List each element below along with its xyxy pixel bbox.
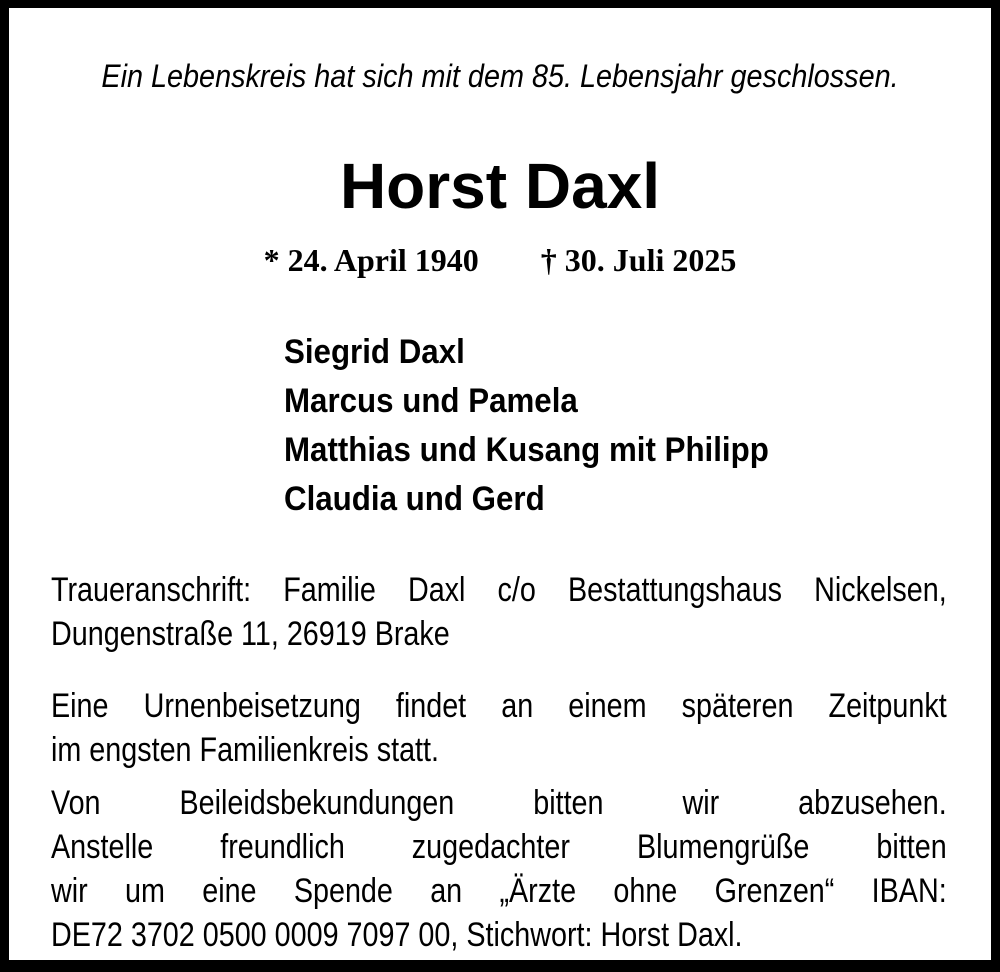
paragraph-line: Eine Urnenbeisetzung findet an einem späteren Zeitpunkt <box>51 687 947 725</box>
paragraph-line: wir um eine Spende an „Ärzte ohne Grenzen“ IBAN: <box>51 872 947 910</box>
paragraph-line: DE72 3702 0500 0009 7097 00, Stichwort: Horst Daxl. <box>51 916 743 954</box>
mourner-name: Matthias und Kusang mit Philipp <box>284 431 769 469</box>
death-date <box>541 240 737 280</box>
mourner-name: Siegrid Daxl <box>284 333 465 371</box>
mourner-name: Marcus und Pamela <box>284 382 578 420</box>
mourners-list <box>284 328 769 524</box>
condolences-donation-paragraph <box>51 781 947 957</box>
paragraph-line: Traueranschrift: Familie Daxl c/o Bestattungshaus Nickelsen, <box>51 571 947 609</box>
mourning-address-paragraph <box>51 568 947 656</box>
urn-burial-paragraph <box>51 684 947 772</box>
notice-body <box>51 568 947 957</box>
paragraph-line: Dungenstraße 11, 26919 Brake <box>51 615 450 653</box>
paragraph-line: Anstelle freundlich zugedachter Blumengrüße bitten <box>51 828 947 866</box>
epigraph-line: Ein Lebenskreis hat sich mit dem 85. Lebensjahr geschlossen. <box>101 58 899 94</box>
paragraph-line: Von Beileidsbekundungen bitten wir abzusehen. <box>51 784 947 822</box>
deceased-name: Horst Daxl <box>339 150 661 222</box>
birth-date <box>264 240 479 280</box>
mourner-name: Claudia und Gerd <box>284 480 545 518</box>
birth-star-icon: * <box>263 242 280 278</box>
death-date-text: 30. Juli 2025 <box>564 242 737 278</box>
life-dates <box>9 240 991 280</box>
cross-dagger-icon: † <box>540 242 557 278</box>
birth-date-text: 24. April 1940 <box>287 242 479 278</box>
paragraph-line: im engsten Familienkreis statt. <box>51 731 440 769</box>
